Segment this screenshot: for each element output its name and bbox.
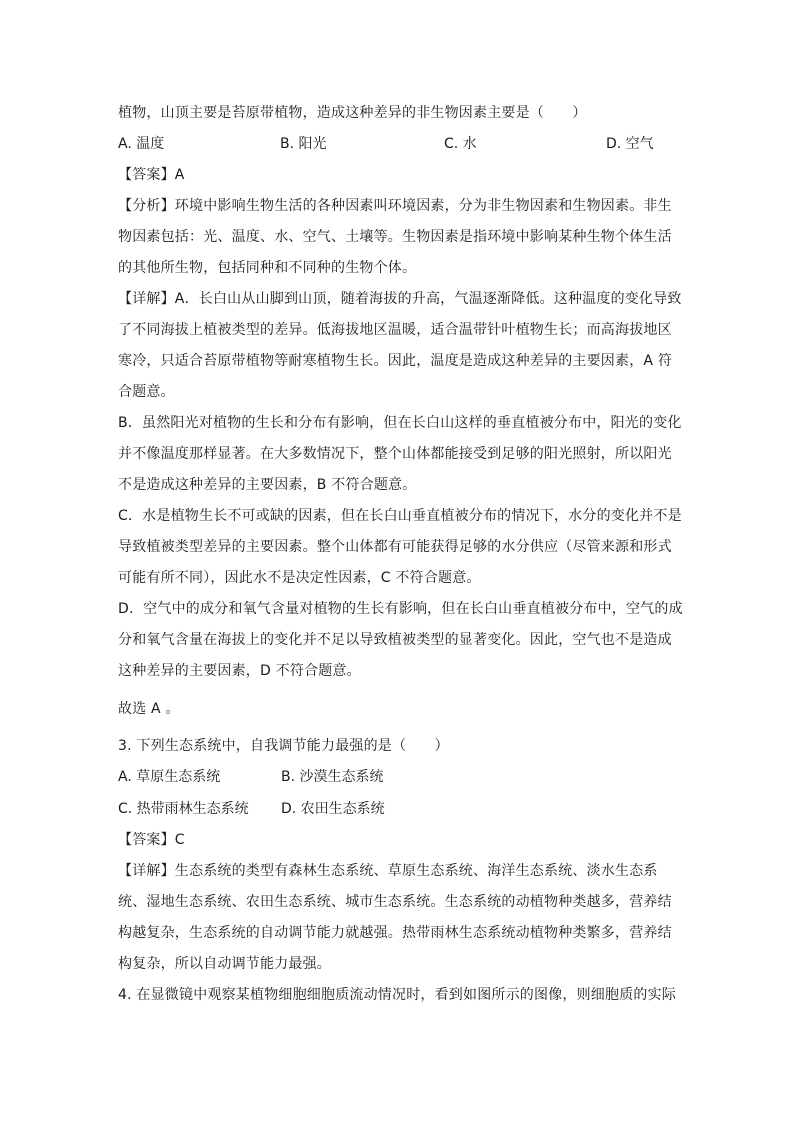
q3-detail-line: 构复杂，所以自动调节能力最强。 (118, 956, 331, 972)
q2-analysis-line: 的其他所生物，包括同种和不同种的生物个体。 (118, 260, 417, 276)
q3-detail-line: 统、湿地生态系统、农田生态系统、城市生态系统。生态系统的动植物种类越多，营养结 (118, 894, 672, 910)
q2-detail-line: 这种差异的主要因素，D 不符合题意。 (118, 663, 361, 679)
q3-stem: 3. 下列生态系统中，自我调节能力最强的是（ ） (118, 738, 449, 754)
q2-detail-line: 导致植被类型差异的主要因素。整个山体都有可能获得足够的水分供应（尽管来源和形式 (118, 539, 672, 555)
q2-detail-line: 【详解】A．长白山从山脚到山顶，随着海拔的升高，气温逐渐降低。这种温度的变化导致 (118, 291, 682, 307)
q2-option-c: C. 水 (444, 136, 477, 152)
q2-detail-line: 不是造成这种差异的主要因素，B 不符合题意。 (118, 477, 417, 493)
q2-option-d: D. 空气 (606, 136, 654, 152)
q2-analysis-line: 物因素包括：光、温度、水、空气、土壤等。生物因素是指环境中影响某种生物个体生活 (118, 229, 672, 245)
q3-detail-line: 构越复杂，生态系统的自动调节能力就越强。热带雨林生态系统动植物种类繁多，营养结 (118, 925, 672, 941)
q2-detail-line: 寒冷，只适合苔原带植物等耐寒植物生长。因此，温度是造成这种差异的主要因素，A 符 (118, 353, 673, 369)
q2-detail-line: D．空气中的成分和氧气含量对植物的生长有影响，但在长白山垂直植被分布中，空气的成 (118, 601, 683, 617)
q2-option-a: A. 温度 (118, 136, 165, 152)
q2-option-b: B. 阳光 (280, 136, 327, 152)
q2-detail-line: C．水是植物生长不可或缺的因素，但在长白山垂直植被分布的情况下，水分的变化并不是 (118, 508, 682, 524)
q3-answer: 【答案】C (118, 832, 185, 848)
q2-detail-line: 了不同海拔上植被类型的差异。低海拔地区温暖，适合温带针叶植物生长；而高海拔地区 (118, 322, 672, 338)
q2-detail-line: 分和氧气含量在海拔上的变化并不足以导致植被类型的显著变化。因此，空气也不是造成 (118, 632, 672, 648)
q3-option-a: A. 草原生态系统 (118, 769, 221, 785)
q2-conclusion: 故选 A 。 (118, 701, 180, 717)
q2-detail-line: 并不像温度那样显著。在大多数情况下，整个山体都能接受到足够的阳光照射，所以阳光 (118, 446, 672, 462)
q3-option-b: B. 沙漠生态系统 (281, 769, 384, 785)
q2-stem-tail: 植物，山顶主要是苔原带植物，造成这种差异的非生物因素主要是（ ） (118, 105, 587, 121)
q3-option-d: D. 农田生态系统 (281, 801, 385, 817)
q2-detail-line: 可能有所不同），因此水不是决定性因素，C 不符合题意。 (118, 570, 481, 586)
q2-answer: 【答案】A (118, 167, 185, 183)
q2-detail-line: B．虽然阳光对植物的生长和分布有影响，但在长白山这样的垂直植被分布中，阳光的变化 (118, 415, 682, 431)
q4-stem: 4. 在显微镜中观察某植物细胞细胞质流动情况时，看到如图所示的图像，则细胞质的实际 (118, 987, 677, 1003)
q2-detail-line: 合题意。 (118, 384, 175, 400)
q2-analysis-line: 【分析】环境中影响生物生活的各种因素叫环境因素，分为非生物因素和生物因素。非生 (118, 198, 672, 214)
q3-option-c: C. 热带雨林生态系统 (118, 801, 249, 817)
q3-detail-line: 【详解】生态系统的类型有森林生态系统、草原生态系统、海洋生态系统、淡水生态系 (118, 863, 658, 879)
